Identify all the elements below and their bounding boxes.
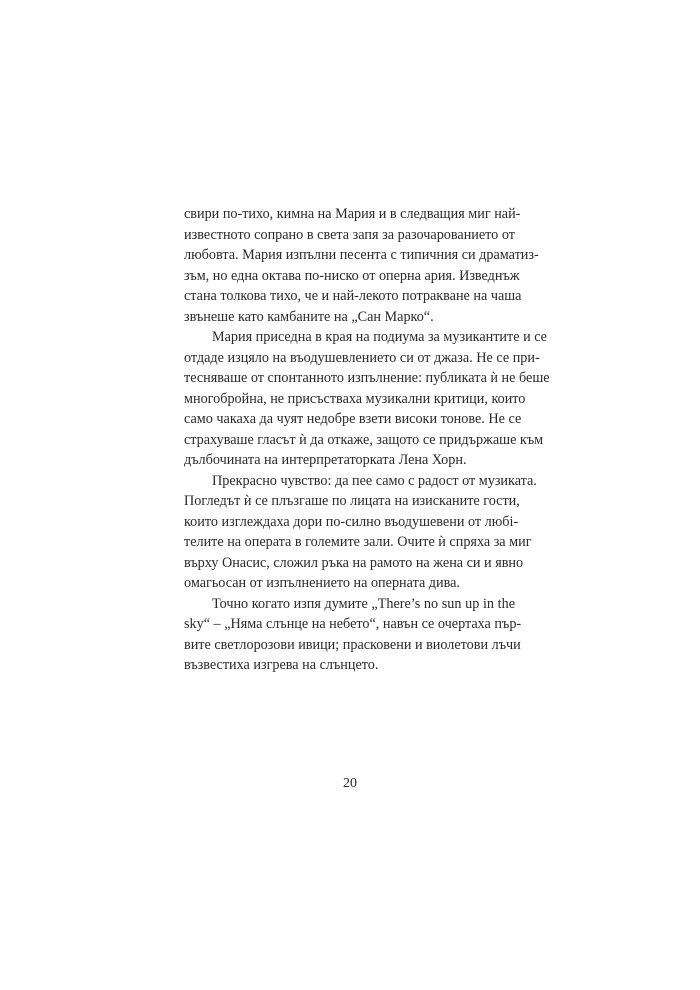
text-line: страхуваше гласът ѝ да откаже, защото се придържаше към	[184, 431, 544, 448]
text-line: телите на операта в големите зали. Очите ѝ спряха за миг	[184, 534, 532, 550]
text-line: отдаде изцяло на въодушевлението си от джаза. Не се при-	[184, 349, 540, 366]
paragraph-1	[184, 204, 539, 327]
text-line: sky“ – „Няма слънце на небето“, навън се очертаха пър-	[184, 616, 522, 632]
text-line: възвестиха изгрева на слънцето.	[184, 657, 379, 673]
text-line: известното сопрано в света запя за разочарованието от	[184, 226, 515, 243]
text-line: многобройна, не присъстваха музикални критици, които	[184, 390, 526, 407]
text-line: само чакаха да чуят недобре взети високи тонове. Не се	[184, 411, 522, 427]
text-line: които изглеждаха дори по-силно въодушевени от любі-	[184, 513, 519, 530]
text-line: тесняваше от спонтанното изпълнение: публиката ѝ не беше	[184, 370, 550, 386]
text-line: звънеше като камбаните на „Сан Марко“.	[184, 308, 434, 325]
text-line: върху Онасис, сложил ръка на рамото на жена си и явно	[184, 554, 524, 571]
text-line: любовта. Мария изпълни песента с типичния си драматиз-	[184, 247, 539, 263]
text-line: свири по-тихо, кимна на Мария и в следващия миг най-	[184, 206, 521, 222]
text-line: Точно когато изпя думите „There’s no sun up in the	[212, 595, 515, 612]
text-line: вите светлорозови ивици; прасковени и виолетови лъчи	[184, 636, 521, 653]
paragraph-3	[184, 471, 537, 594]
text-line: Погледът ѝ се плъзгаше по лицата на изисканите гости,	[184, 493, 520, 509]
paragraph-2	[184, 327, 550, 471]
text-line: омагьосан от изпълнението на оперната дива.	[184, 575, 460, 591]
text-line: зъм, но една октава по-ниско от оперна ария. Изведнъж	[184, 267, 520, 284]
page-number: 20	[343, 776, 357, 791]
text-line: дълбочината на интерпретаторката Лена Хорн.	[184, 452, 467, 468]
text-line: стана толкова тихо, че и най-лекото потракване на чаша	[184, 288, 522, 304]
text-line: Мария приседна в края на подиума за музикантите и се	[212, 329, 547, 345]
text-line: Прекрасно чувство: да пее само с радост от музиката.	[212, 472, 537, 489]
paragraph-4	[184, 594, 522, 676]
body-text	[184, 204, 550, 676]
